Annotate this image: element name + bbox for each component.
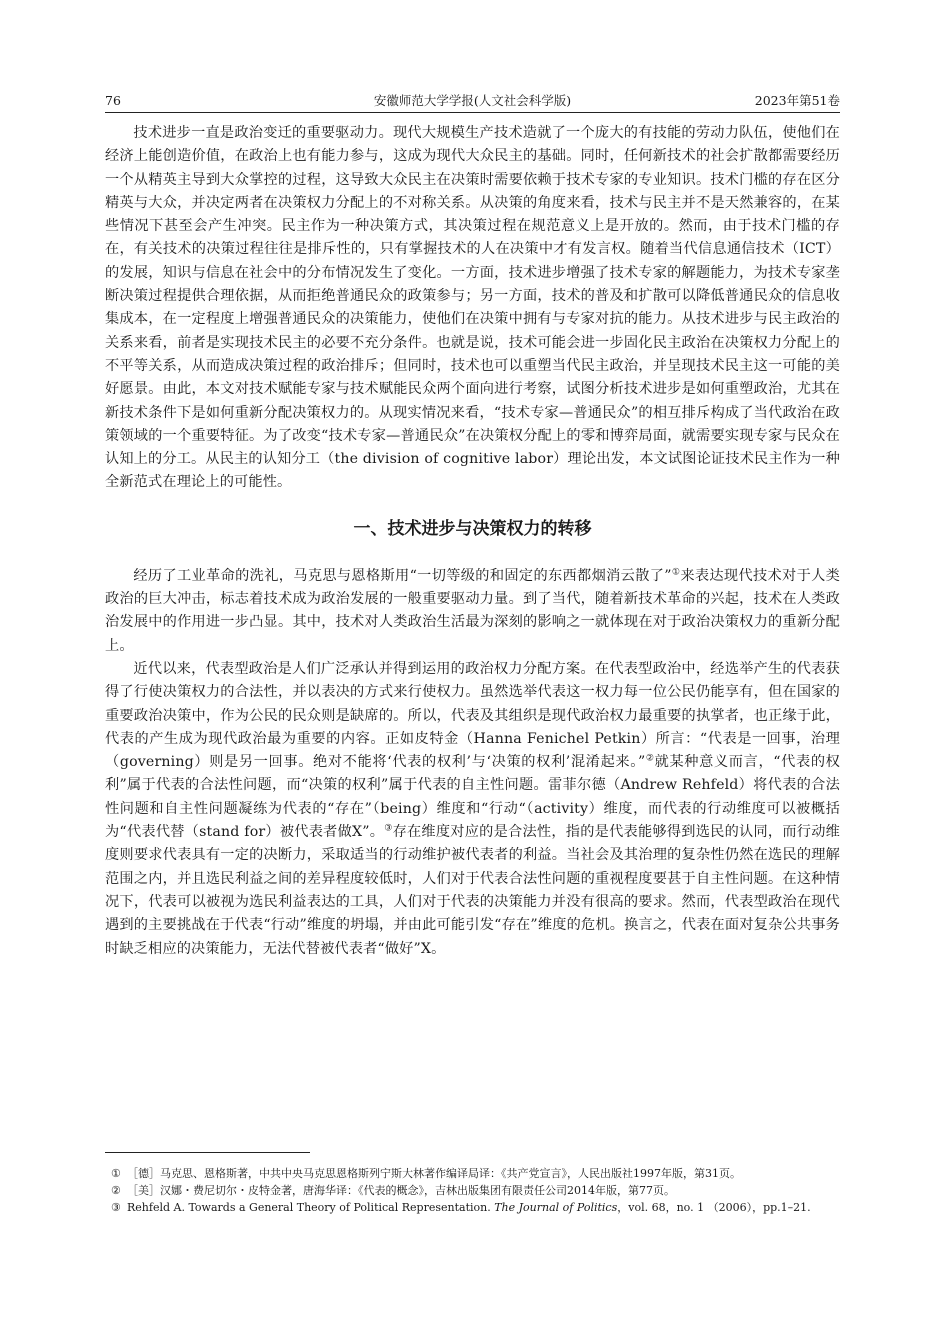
section-heading: 一、技术进步与决策权力的转移 [353, 518, 592, 539]
footnote-1 [105, 1165, 840, 1182]
footnote-text: ［德］马克思、恩格斯著，中共中央马克思恩格斯列宁斯大林著作编译局译：《共产党宣言》，人民出版社1997年版，第31页。 [127, 1167, 741, 1180]
footnote-text: Rehfeld A. Towards a General Theory of Political Representation. [127, 1201, 495, 1214]
footnote-divider [105, 1152, 310, 1153]
article-body [105, 122, 840, 961]
journal-title: 安徽师范大学学报(人文社会科学版) [373, 93, 572, 108]
running-header [105, 90, 840, 113]
paragraph-text: 存在维度对应的是合法性，指的是代表能够得到选民的认同，而行动维度则要求代表具有一定的决断力，采取适当的行动维护被代表者的利益。当社会及其治理的复杂性仍然在选民的理解范围之内，并且选民利益之间的差异程度较低时，人们对于代表合法性问题的重视程度要甚于自主性问题。在这种情况下，代表可以被视为选民利益表达的工具，人们对于代表的决策能力并没有很高的要求。然而，代表型政治在现代遇到的主要挑战在于代表“行动”维度的坍塌，并由此可能引发“存在”维度的危机。换言之，代表在面对复杂公共事务时缺乏相应的决策能力，无法代替被代表者“做好”X。 [105, 824, 841, 957]
paragraph-industrial-revolution [105, 565, 840, 658]
page-number: 76 [105, 93, 121, 108]
paragraph-text: 经历了工业革命的洗礼，马克思与恩格斯用“一切等级的和固定的东西都烟消云散了” [133, 567, 672, 584]
footnote-ref-3[interactable]: ③ [384, 823, 393, 834]
footnote-ref-1[interactable]: ① [671, 567, 681, 578]
footnote-text: ，vol. 68，no. 1 （2006），pp.1–21. [617, 1201, 811, 1214]
paragraph-text: 近代以来，代表型政治是人们广泛承认并得到运用的政治权力分配方案。在代表型政治中，经选举产生的代表获得了行使决策权力的合法性，并以表决的方式来行使权力。虽然选举代表这一权力每一位公民仍能享有，但在国家的重要政治决策中，作为公民的民众则是缺席的。所以，代表及其组织是现代政治权力最重要的执掌者，也正缘于此，代表的产生成为现代政治最为重要的内容。正如皮特金（Hanna Fenichel Petkin）所言：“代表是一回事，治理（governing）则是另一回事。绝对不能将‘代表的权利’与‘决策的权利’混淆起来。” [105, 660, 840, 771]
footnote-mark: ② [111, 1184, 121, 1197]
footnote-journal: The Journal of Politics [494, 1201, 618, 1214]
paragraph-representative-politics [105, 658, 840, 961]
footnotes [105, 1152, 840, 1216]
paragraph-text: 来表达现代技术对于人类政治的巨大冲击，标志着技术成为政治发展的一般重要驱动力量。到了当代，随着新技术革命的兴起，技术在人类政治发展中的作用进一步凸显。其中，技术对人类政治生活最为深刻的影响之一就体现在对于政治决策权力的重新分配上。 [105, 567, 841, 654]
footnote-ref-2[interactable]: ② [645, 753, 655, 764]
paragraph-text: 就某种意义而言，“代表的权利”属于代表的合法性问题，而“决策的权利”属于代表的自主性问题。雷菲尔德（Andrew Rehfeld）将代表的合法性问题和自主性问题凝练为代表的“存在”（being）维度和“行动“（activity）维度，而代表的行动维度可以被概括为“代表代替（stand for）被代表者做X”。 [105, 754, 840, 841]
intro-paragraph: 技术进步一直是政治变迁的重要驱动力。现代大规模生产技术造就了一个庞大的有技能的劳动力队伍，使他们在经济上能创造价值，在政治上也有能力参与，这成为现代大众民主的基础。同时，任何新技术的社会扩散都需要经历一个从精英主导到大众掌控的过程，这导致大众民主在决策时需要依赖于技术专家的专业知识。技术门槛的存在区分精英与大众，并决定两者在决策权力分配上的不对称关系。从决策的角度来看，技术与民主并不是天然兼容的，在某些情况下甚至会产生冲突。民主作为一种决策方式，其决策过程在规范意义上是开放的。然而，由于技术门槛的存在，有关技术的决策过程往往是排斥性的，只有掌握技术的人在决策中才有发言权。随着当代信息通信技术（ICT）的发展，知识与信息在社会中的分布情况发生了变化。一方面，技术进步增强了技术专家的解题能力，为技术专家垄断决策过程提供合理依据，从而拒绝普通民众的政策参与；另一方面，技术的普及和扩散可以降低普通民众的信息收集成本，在一定程度上增强普通民众的决策能力，使他们在决策中拥有与专家对抗的能力。从技术进步与民主政治的关系来看，前者是实现技术民主的必要不充分条件。也就是说，技术可能会进一步固化民主政治在决策权力分配上的不平等关系，从而造成决策过程的政治排斥；但同时，技术也可以重塑当代民主政治，并呈现技术民主这一可能的美好愿景。由此，本文对技术赋能专家与技术赋能民众两个面向进行考察，试图分析技术进步是如何重塑政治，尤其在新技术条件下是如何重新分配决策权力的。从现实情况来看，“技术专家—普通民众”的相互排斥构成了当代政治在政策领域的一个重要特征。为了改变“技术专家—普通民众”在决策权分配上的零和博弈局面，就需要实现专家与民众在认知上的分工。从民主的认知分工（the division of cognitive labor）理论出发，本文试图论证技术民主作为一种全新范式在理论上的可能性。 [105, 125, 840, 491]
footnote-text: ［美］汉娜・费尼切尔・皮特金著，唐海华译：《代表的概念》，吉林出版集团有限责任公司2014年版，第77页。 [127, 1184, 675, 1197]
year-volume: 2023年第51卷 [754, 93, 840, 108]
footnote-mark: ③ [111, 1201, 121, 1214]
footnote-mark: ① [111, 1167, 121, 1180]
footnote-3 [105, 1199, 840, 1216]
footnote-2 [105, 1182, 840, 1199]
